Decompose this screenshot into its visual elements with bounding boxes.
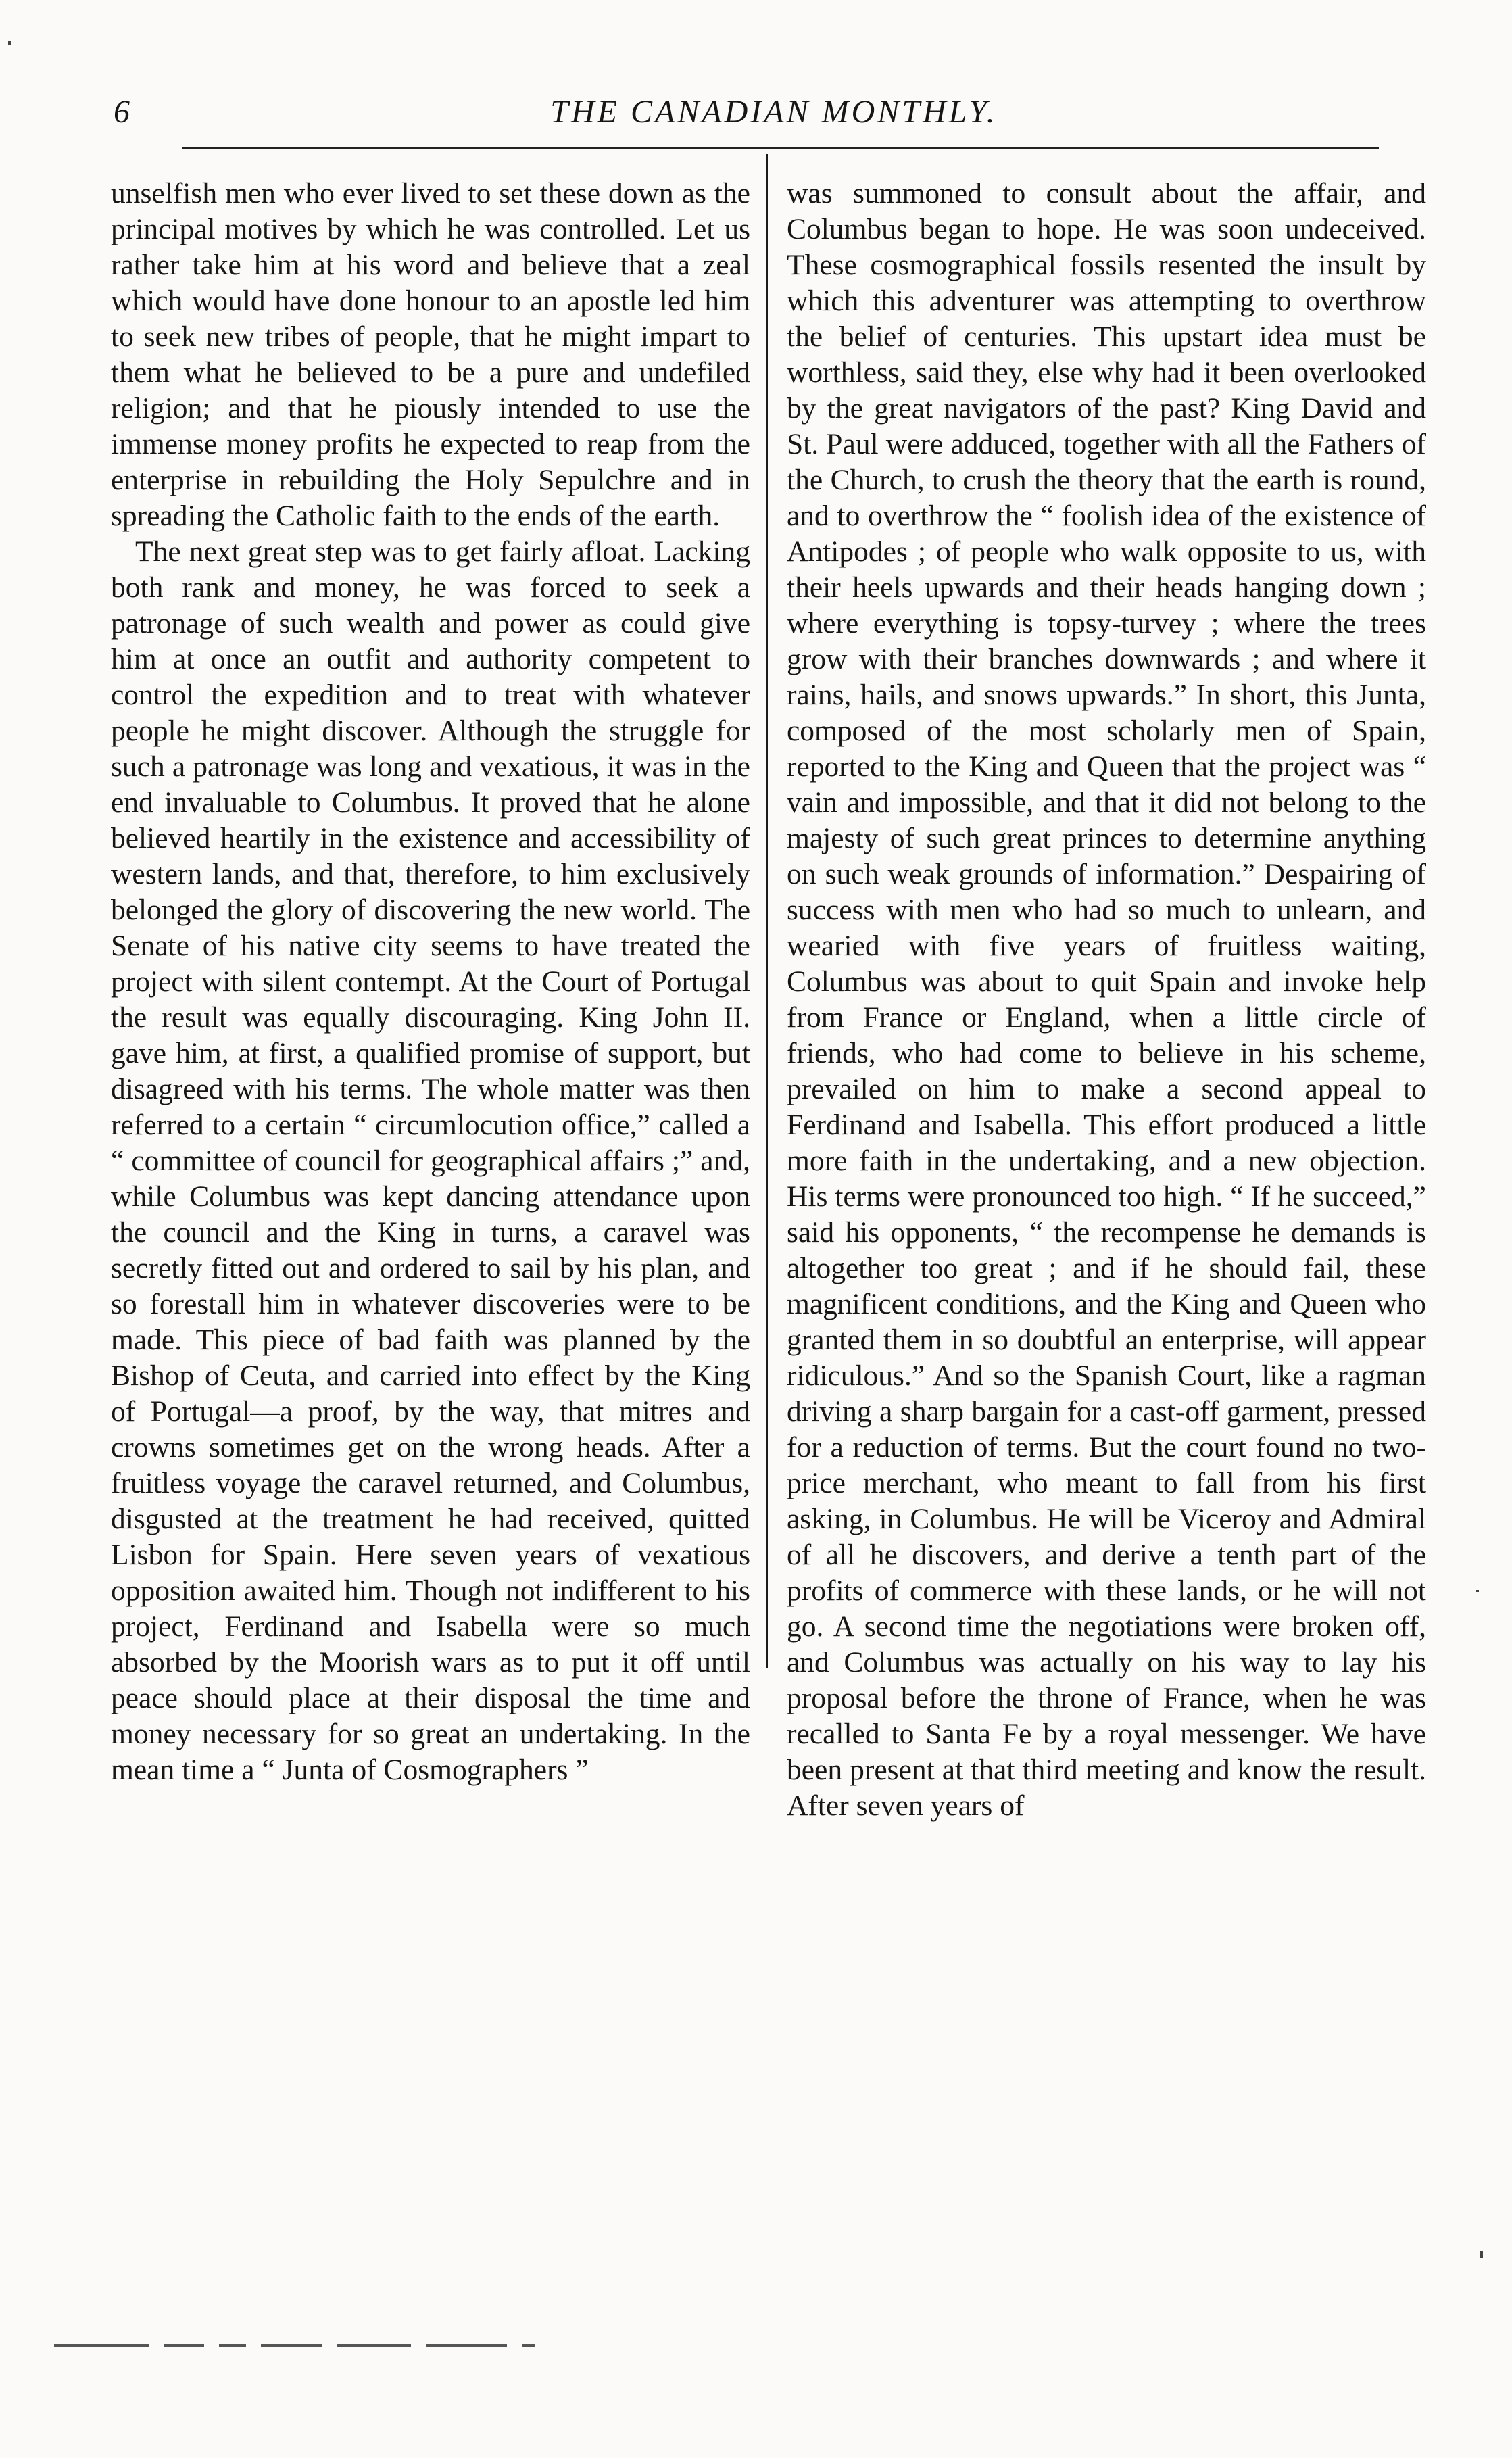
left-column [111, 176, 750, 1788]
running-title: THE CANADIAN MONTHLY. [550, 94, 998, 130]
scan-speck [1476, 1590, 1479, 1592]
scan-speck [1480, 2251, 1483, 2258]
page-number: 6 [114, 94, 130, 130]
left-paragraph-2: The next great step was to get fairly afloat. Lacking both rank and money, he was forced to seek a patronage of such wealth and power as could give him at once an outfit and authority competent to control the expedition and to treat with whatever people he might discover. Although the struggle for such a patronage was long and vexatious, it was in the end invaluable to Columbus. It proved that he alone believed heartily in the existence and accessibility of western lands, and that, therefore, to him exclusively belonged the glory of discovering the new world. The Senate of his native city seems to have treated the project with silent contempt. At the Court of Portugal the result was equally discouraging. King John II. gave him, at first, a qualified promise of support, but disagreed with his terms. The whole matter was then referred to a certain “ circumlocution office,” called a “ committee of council for geographical affairs ;” and, while Columbus was kept dancing attendance upon the council and the King in turns, a caravel was secretly fitted out and ordered to sail by his plan, and so forestall him in whatever discoveries were to be made. This piece of bad faith was planned by the Bishop of Ceuta, and carried into effect by the King of Portugal—a proof, by the way, that mitres and crowns sometimes get on the wrong heads. After a fruitless voyage the caravel returned, and Columbus, disgusted at the treatment he had received, quitted Lisbon for Spain. Here seven years of vexatious opposition awaited him. Though not indifferent to his project, Ferdinand and Isabella were so much absorbed by the Moorish wars as to put it off until peace should place at their disposal the time and money necessary for so great an undertaking. In the mean time a “ Junta of Cosmographers ” [111, 535, 750, 1786]
footer-dash [426, 2344, 507, 2347]
column-divider [766, 154, 768, 1668]
page-bottom-marks [54, 2339, 730, 2353]
footer-dash [54, 2344, 149, 2347]
book-page [101, 74, 1446, 2346]
left-paragraph-1: unselfish men who ever lived to set these down as the principal motives by which he was controlled. Let us rather take him at his word and believe that a zeal which would have done honour to an apostle led him to seek new tribes of people, that he might impart to them what he believed to be a pure and undefiled religion; and that he piously intended to use the immense money profits he expected to reap from the enterprise in rebuilding the Holy Sepulchre and in spreading the Catholic faith to the ends of the earth. [111, 177, 750, 532]
header-rule [182, 147, 1379, 149]
footer-dash [219, 2344, 246, 2347]
footer-dash [261, 2344, 322, 2347]
scan-speck [8, 41, 11, 45]
footer-dash [522, 2344, 535, 2347]
right-paragraph-1: was summoned to consult about the affair, and Columbus began to hope. He was soon undeceived. These cosmographical fossils resented the insult by which this adventurer was attempting to overthrow the belief of centuries. This upstart idea must be worthless, said they, else why had it been overlooked by the great navigators of the past? King David and St. Paul were adduced, together with all the Fathers of the Church, to crush the theory that the earth is round, and to overthrow the “ foolish idea of the existence of Antipodes ; of people who walk opposite to us, with their heels upwards and their heads hanging down ; where everything is topsy-turvey ; where the trees grow with their branches downwards ; and where it rains, hails, and snows upwards.” In short, this Junta, composed of the most scholarly men of Spain, reported to the King and Queen that the project was “ vain and impossible, and that it did not belong to the majesty of such great princes to determine anything on such weak grounds of information.” Despairing of success with men who had so much to unlearn, and wearied with five years of fruitless waiting, Columbus was about to quit Spain and invoke help from France or England, when a little circle of friends, who had come to believe in his scheme, prevailed on him to make a second appeal to Ferdinand and Isabella. This effort produced a little more faith in the undertaking, and a new objection. His terms were pronounced too high. “ If he succeed,” said his opponents, “ the recompense he demands is altogether too great ; and if he should fail, these magnificent conditions, and the King and Queen who granted them in so doubtful an enterprise, will appear ridiculous.” And so the Spanish Court, like a ragman driving a sharp bargain for a cast-off garment, pressed for a reduction of terms. But the court found no two-price merchant, who meant to fall from his first asking, in Columbus. He will be Viceroy and Admiral of all he discovers, and derive a tenth part of the profits of commerce with these lands, or he will not go. A second time the negotiations were broken off, and Columbus was actually on his way to lay his proposal before the throne of France, when he was recalled to Santa Fe by a royal messenger. We have been present at that third meeting and know the result. After seven years of [787, 177, 1426, 1822]
right-column [787, 176, 1426, 1824]
footer-dash [337, 2344, 411, 2347]
footer-dash [164, 2344, 204, 2347]
page-header [101, 84, 1446, 138]
